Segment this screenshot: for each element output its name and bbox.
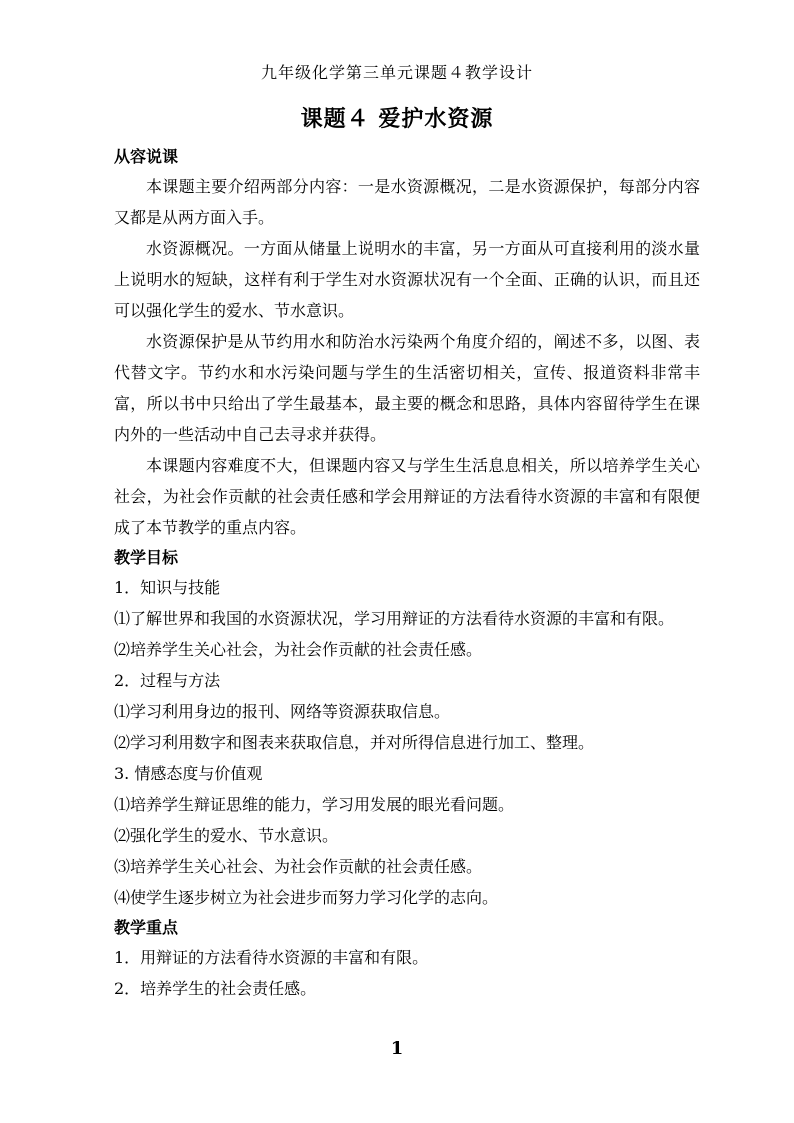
keypoint-item: 2．培养学生的社会责任感。 [114,979,317,998]
section-heading-keypoints: 教学重点 [114,918,179,937]
goal-item: 2．过程与方法 [114,671,221,690]
page-number: 1 [390,1038,404,1059]
section-heading-goals: 教学目标 [114,548,179,567]
section-heading-intro: 从容说课 [114,147,179,166]
goal-item: 1．知识与技能 [114,578,221,597]
document-header: 九年级化学第三单元课题４教学设计 [260,63,533,82]
intro-paragraph: 水资源保护是从节约用水和防治水污染两个角度介绍的，阐述不多，以图、表代替文字。节约水和水污染问题与学生的生活密切相关，宣传、报道资料非常丰富，所以书中只给出了学生最基本，最主要的概念和思路，具体内容留待学生在课内外的一些活动中自己去寻求并获得。 [114,332,700,444]
goal-item: ⑴了解世界和我国的水资源状况，学习用辩证的方法看待水资源的丰富和有限。 [114,609,675,628]
intro-paragraph: 本课题主要介绍两部分内容：一是水资源概况，二是水资源保护，每部分内容又都是从两方面入手。 [114,177,700,227]
goal-item: ⑴学习利用身边的报刊、网络等资源获取信息。 [114,702,451,721]
lesson-title: 课题４ 爱护水资源 [300,106,494,132]
goal-item: ⑵培养学生关心社会，为社会作贡献的社会责任感。 [114,640,483,659]
goal-item: 3. 情感态度与价值观 [114,764,263,783]
goal-item: ⑶培养学生关心社会、为社会作贡献的社会责任感。 [114,857,483,876]
goal-item: ⑴培养学生辩证思维的能力，学习用发展的眼光看问题。 [114,795,515,814]
goal-item: ⑷使学生逐步树立为社会进步而努力学习化学的志向。 [114,888,499,907]
keypoint-item: 1．用辩证的方法看待水资源的丰富和有限。 [114,948,429,967]
goal-item: ⑵学习利用数字和图表来获取信息，并对所得信息进行加工、整理。 [114,733,595,752]
intro-paragraph: 水资源概况。一方面从储量上说明水的丰富，另一方面从可直接利用的淡水量上说明水的短缺，这样有利于学生对水资源状况有一个全面、正确的认识，而且还可以强化学生的爱水、节水意识。 [114,239,700,320]
intro-paragraph: 本课题内容难度不大，但课题内容又与学生生活息息相关，所以培养学生关心社会，为社会作贡献的社会责任感和学会用辩证的方法看待水资源的丰富和有限便成了本节教学的重点内容。 [114,456,700,537]
document-body [114,142,700,1004]
goal-item: ⑵强化学生的爱水、节水意识。 [114,826,339,845]
